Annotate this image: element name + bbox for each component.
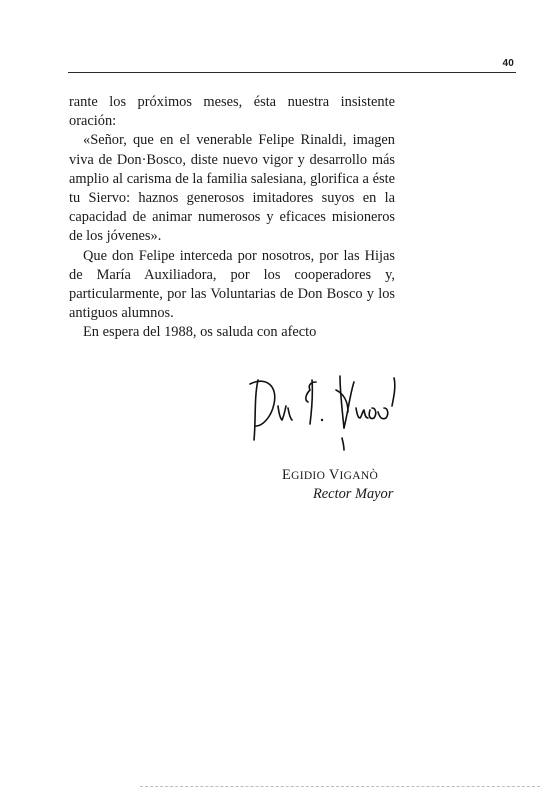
paragraph-continuation: rante los próximos meses, ésta nuestra insistente oración: xyxy=(69,94,395,130)
signer-title: Rector Mayor xyxy=(313,486,394,502)
page-number: 40 xyxy=(502,58,514,69)
paragraph-closing: En espera del 1988, os saluda con afecto xyxy=(83,324,317,341)
header-rule xyxy=(68,72,516,73)
paragraph-prayer: «Señor, que en el venerable Felipe Rinaldi, imagen viva de Don·Bosco, diste nuevo vigor y desarrollo más amplio al carisma de la familia salesiana, glorifica a éste tu Siervo: haznos generosos imitadores suyos en la capacidad de animar numerosos y eficaces misioneros de los jóvenes». xyxy=(69,132,395,245)
footer-rule xyxy=(140,786,540,787)
handwritten-signature xyxy=(244,372,406,452)
letter-body xyxy=(69,93,395,343)
paragraph-intercession: Que don Felipe interceda por nosotros, por las Hijas de María Auxiliadora, por los cooperadores y, particularmente, por las Voluntarias de Don Bosco y los antiguos alumnos. xyxy=(69,247,395,322)
signer-name: EGIDIO VIGANÒ xyxy=(282,467,379,483)
